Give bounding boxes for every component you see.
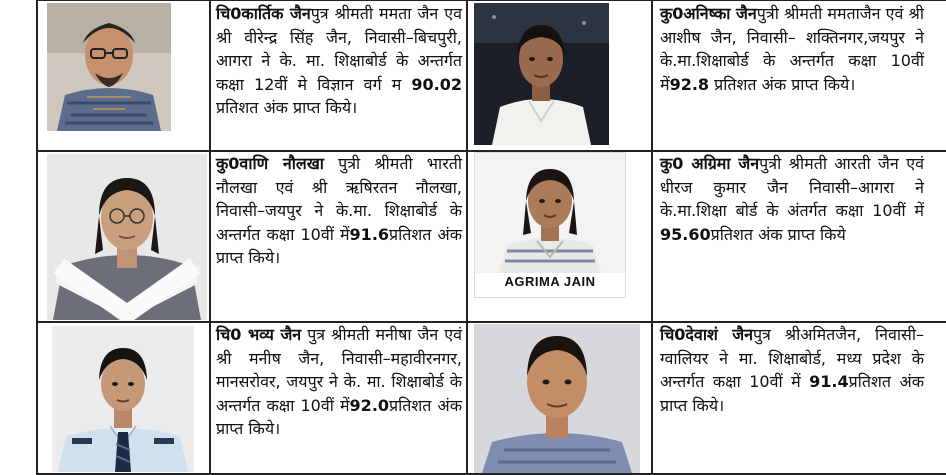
student-description <box>660 152 924 246</box>
description-suffix: प्रतिशत अंक प्राप्त किये। <box>216 395 463 438</box>
student-photo <box>474 3 609 145</box>
student-photo <box>47 3 171 131</box>
description-text: पुत्री श्रीमती आरती जैन एवं धीरज कुमार जैन निवासी–आगरा ने के.मा.शिक्षा बोर्ड के अंतर्गत कक्षा 10वीं में <box>660 154 924 220</box>
col-divider <box>651 0 653 475</box>
student-name: चि0 भव्य जैन <box>216 325 302 344</box>
score-value: 91.6 <box>349 224 390 244</box>
student-photo <box>47 154 207 320</box>
student-name: चि0देवाशं जैन <box>660 325 753 344</box>
student-photo <box>474 152 626 298</box>
student-description <box>660 323 924 417</box>
col-divider <box>36 0 38 475</box>
score-value: 95.60 <box>660 224 711 244</box>
description-suffix: प्रतिशत अंक प्राप्त किये <box>710 224 846 244</box>
score-value: 90.02 <box>411 74 462 94</box>
description-suffix: प्रतिशत अंक प्राप्त किये। <box>709 74 856 94</box>
student-photo <box>474 324 640 473</box>
description-suffix: प्रतिशत अंक प्राप्त किये। <box>660 372 924 415</box>
student-description <box>216 2 462 120</box>
description-text: पुत्र श्रीअमितजैन, निवासी–ग्वालियर ने मा. शिक्षाबोर्ड, मध्य प्रदेश के अन्तर्गत कक्षा 10वीं में <box>660 325 924 391</box>
student-description <box>216 152 462 270</box>
description-text: पुत्री श्रीमती ममताजैन एवं श्री आशीष जैन, निवासी– शक्तिनगर,जयपुर ने के.मा.शिक्षाबोर्ड के अन्तर्गत कक्षा 10वीं में <box>660 4 924 94</box>
description-suffix: प्रतिशत अंक प्राप्त किये। <box>216 98 358 117</box>
col-divider <box>466 0 468 475</box>
student-description <box>660 2 924 96</box>
description-text: पुत्र श्रीमती मनीषा जैन एवं श्री मनीष जैन, निवासी–महावीरनगर, मानसरोवर, जयपुर ने के. मा. शिक्षाबोर्ड के अन्तर्गत कक्षा 10वीं में <box>216 325 462 415</box>
student-name: कु0 अग्रिमा जैन <box>660 154 760 173</box>
description-text: पुत्री श्रीमती भारती नौलखा एवं श्री ऋषिरतन नौलखा, निवासी–जयपुर ने के.मा. शिक्षाबोर्ड के अन्तर्गत कक्षा 10वीं में <box>216 154 462 244</box>
photo-caption: AGRIMA JAIN <box>504 274 596 289</box>
score-value: 92.0 <box>349 395 390 415</box>
student-description <box>216 323 462 441</box>
description-text: पुत्र श्रीमती ममता जैन एव श्री वीरेन्द्र सिंह जैन, निवासी–बिचपुरी, आगरा ने के. मा. शिक्षाबोर्ड के अन्तर्गत कक्षा 12वीं मे विज्ञान वर्ग म <box>216 4 462 94</box>
student-name: कु0वाणि नौलखा <box>216 154 324 173</box>
student-name: कु0अनिष्का जैन <box>660 4 757 23</box>
score-value: 91.4 <box>809 372 849 391</box>
student-name: चि0कार्तिक जैन <box>216 4 311 23</box>
score-value: 92.8 <box>669 74 710 94</box>
col-divider <box>209 0 211 475</box>
table-border-top <box>36 0 946 1</box>
description-suffix: प्रतिशत अंक प्राप्त किये। <box>216 224 463 267</box>
student-photo <box>52 326 194 472</box>
